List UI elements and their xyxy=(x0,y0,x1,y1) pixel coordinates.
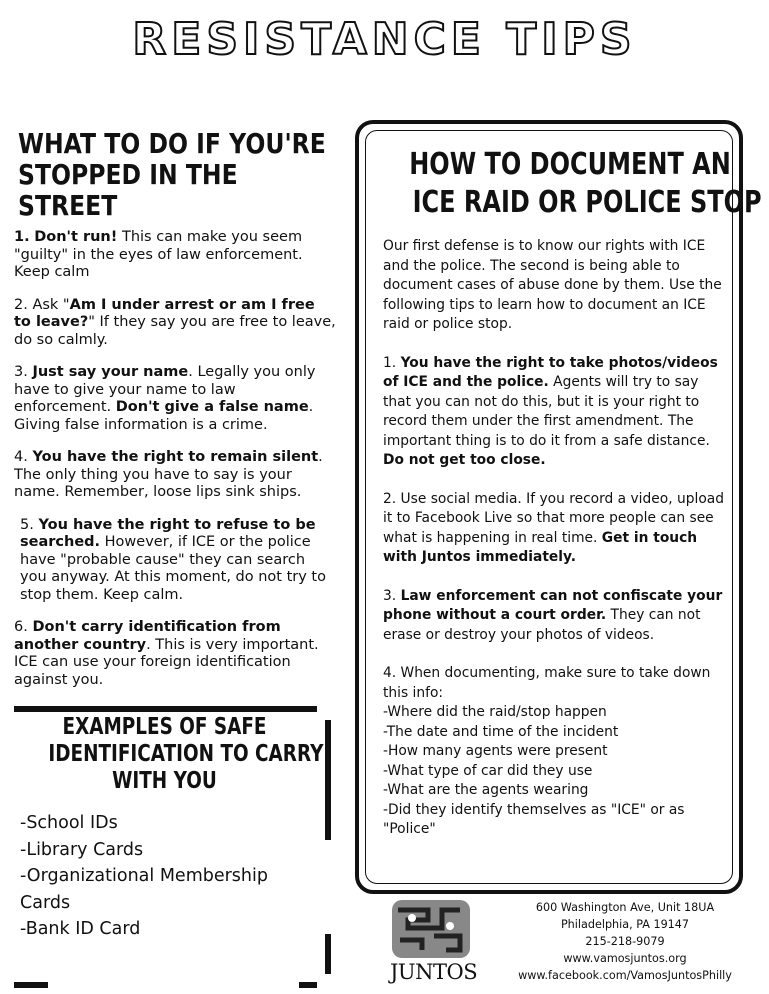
tip-4: 4. You have the right to remain silent. The only thing you have to say is your name. Remember, loose lips sink ships. xyxy=(14,449,323,500)
list-item: -Where did the raid/stop happen xyxy=(383,704,607,720)
tip-3: 3. Just say your name. Legally you only have to give your name to law enforcement. Don't give a false name. Giving false information is a crime. xyxy=(14,364,316,433)
tip-2: 2. Ask "Am I under arrest or am I free to leave?" If they say you are free to leave, do so calmly. xyxy=(14,296,336,348)
contact-info xyxy=(484,899,766,984)
document-raid-body xyxy=(383,237,728,840)
tip-1: 1. Don't run! This can make you seem "guilty" in the eyes of law enforcement. Keep calm xyxy=(14,229,303,280)
intro-paragraph: Our first defense is to know our rights with ICE and the police. The second is being able to document cases of abuse done by them. Use the following tips to learn how to document an ICE raid or police stop. xyxy=(383,238,722,332)
frame-bar xyxy=(325,720,331,840)
list-item: -Library Cards xyxy=(20,839,144,860)
tip-5: 5. You have the right to refuse to be searched. However, if ICE or the police have "probable cause" they can search you anyway. At this moment, do not try to stop them. Keep calm. xyxy=(20,516,326,603)
heading-line: STOPPED IN THE STREET xyxy=(18,158,238,222)
doc-tip-4: 4. When documenting, make sure to take down this info: -Where did the raid/stop happen -The date and time of the incident -How many agents were present -What type of car did they use -What are the agents wearing -Did they identify themselves as "ICE" or as "Police" xyxy=(383,664,728,840)
juntos-glyph-icon xyxy=(388,896,474,962)
list-item: -Did they identify themselves as "ICE" or as "Police" xyxy=(383,801,685,837)
tip-6: 6. Don't carry identification from another country. This is very important. ICE can use your foreign identification against you. xyxy=(14,619,319,688)
street-stop-section xyxy=(14,128,336,704)
address-line: Philadelphia, PA 19147 xyxy=(560,918,690,931)
frame-bar xyxy=(14,706,317,712)
frame-bar xyxy=(14,982,48,988)
list-item: -What are the agents wearing xyxy=(383,782,589,798)
safe-id-heading: EXAMPLES OF SAFE IDENTIFICATION TO CARRY WITH YOU xyxy=(48,714,324,794)
logo-wordmark: JUNTOS xyxy=(390,960,478,984)
frame-bar xyxy=(299,982,317,988)
facebook-link: www.facebook.com/VamosJuntosPhilly xyxy=(518,969,732,982)
list-item: -What type of car did they use xyxy=(383,762,593,779)
list-item: -Organizational Membership xyxy=(20,866,268,886)
footer xyxy=(388,896,768,992)
heading-line: WHAT TO DO IF YOU'RE xyxy=(18,127,326,160)
safe-id-list xyxy=(20,810,310,943)
doc-tip-2: 2. Use social media. If you record a video, upload it to Facebook Live so that more people can see what is happening in real time. Get in touch with Juntos immediately. xyxy=(383,490,724,565)
list-item: -The date and time of the incident xyxy=(383,723,619,740)
doc-tip-1: 1. You have the right to take photos/videos of ICE and the police. Agents will try to say that you can not do this, but it is your right to record them under the first amendment. The important thing is to do it from a safe distance. Do not get too close. xyxy=(383,354,718,468)
address-line: 600 Washington Ave, Unit 18UA xyxy=(535,901,715,914)
safe-id-box xyxy=(0,706,331,988)
page-title: RESISTANCE TIPS xyxy=(132,14,637,65)
juntos-logo xyxy=(388,896,478,990)
phone: 215-218-9079 xyxy=(585,935,665,948)
list-item: -Bank ID Card xyxy=(20,919,141,939)
list-item: Cards xyxy=(20,892,71,913)
list-item: -How many agents were present xyxy=(383,743,608,759)
frame-bar xyxy=(325,934,331,974)
street-stop-heading xyxy=(18,128,337,221)
doc-tip-3: 3. Law enforcement can not confiscate your phone without a court order. They can not erase or destroy your photos of videos. xyxy=(383,587,723,643)
website: www.vamosjuntos.org xyxy=(563,952,687,965)
list-item: -School IDs xyxy=(20,813,118,833)
document-raid-heading: HOW TO DOCUMENT AN ICE RAID OR POLICE STOP xyxy=(409,147,762,220)
document-raid-panel xyxy=(355,120,762,894)
